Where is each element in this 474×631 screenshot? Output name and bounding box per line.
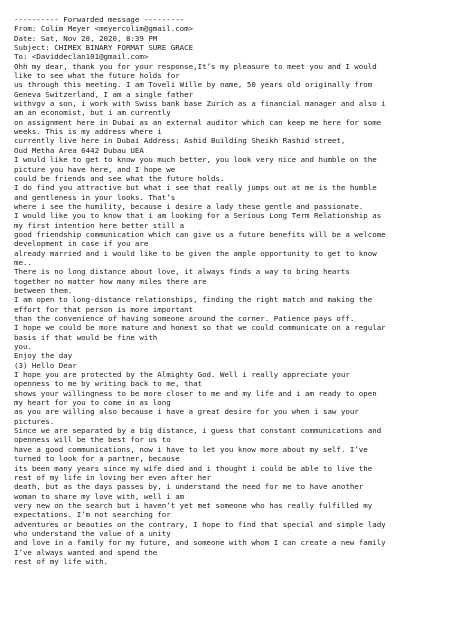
text-line: Date: Sat, Nov 28, 2020, 8:39 PM: [14, 33, 158, 43]
text-line: like to see what the future holds for: [14, 71, 180, 81]
text-line: my first intention here better still a: [14, 220, 185, 230]
text-line: withvgv a son, i work with Swiss bank base Zurich as a financial manager and also i: [14, 99, 386, 109]
text-line: turned to look for a partner, because: [14, 454, 180, 464]
text-line: already married and i would like to be given the ample opportunity to get to know: [14, 248, 377, 258]
text-line: From: Colim Meyer <meyercolim@gmail.com>: [14, 24, 194, 34]
text-line: weeks. This is my address where i: [14, 127, 162, 137]
text-line: than the convenience of having someone around the corner. Patience pays off.: [14, 314, 355, 323]
text-line: expectations. I’m not searching for: [14, 510, 171, 520]
text-line: and love in a family for my future, and someone with whom I can create a new family: [14, 538, 386, 548]
text-line: us through this meeting. I am Toveli Wille by name, 50 years old originally from: [14, 80, 373, 90]
text-line: between them.: [14, 285, 73, 295]
text-line: have a good communications, now i have to let you know more about my self. I’ve: [14, 444, 368, 454]
text-line: Geneva Switzerland, I am a single father: [14, 89, 194, 99]
text-line: openness to me by writing back to me, that: [14, 379, 203, 389]
text-line: I’ve always wanted and spend the: [14, 547, 158, 557]
text-line: rest of my life with.: [14, 556, 109, 566]
text-line: my heart for you to come in as long: [14, 398, 171, 408]
text-line: good friendship communication which can give us a future benefits will be a welcome: [14, 229, 386, 239]
text-line: shows your willingness to be more closer to me and my life and i am ready to open: [14, 388, 377, 398]
text-line: To: <Daviddeclan101@gmail.com>: [14, 52, 149, 62]
text-line: Oud Metha Area 6442 Dubau UEA: [14, 145, 144, 155]
text-line: effort for that person is more important: [14, 304, 194, 314]
text-line: I hope we could be more mature and honest so that we could communicate on a regular: [14, 323, 386, 333]
text-line: where i see the humility, because i desire a lady these gentle and passionate.: [14, 201, 364, 211]
text-line: who understand the value of a unity: [14, 528, 171, 538]
text-line: me..: [14, 257, 32, 267]
text-line: as you are willing also because i have a great desire for you when i saw your: [14, 407, 359, 417]
text-line: together no matter how many miles there are: [14, 276, 207, 286]
text-line: very new on the search but i haven’t yet met someone who has really fulfilled my: [14, 500, 373, 510]
text-line: I hope you are protected by the Almighty God. Well i really appreciate your: [14, 370, 350, 380]
text-line: picture you have here, and I hope we: [14, 164, 176, 174]
text-line: its been many years since my wife died and i thought i could be able to live the: [14, 463, 373, 473]
text-line: I would like to get to know you much better, you look very nice and humble on the: [14, 155, 377, 165]
text-line: could be friends and see what the future holds.: [14, 173, 225, 183]
text-line: I am open to long-distance relationships, finding the right match and making the: [14, 295, 373, 305]
text-line: Since we are separated by a big distance, i guess that constant communications and: [14, 426, 382, 436]
text-line: ---------- Forwarded message ---------: [14, 15, 185, 24]
text-line: Enjoy the day: [14, 351, 73, 361]
text-line: woman to share my love with, well i am: [14, 491, 185, 501]
email-text-body: [14, 15, 468, 566]
text-line: pictures.: [14, 416, 55, 426]
text-line: on assignment here in Dubai as an external auditor which can keep me here for some: [14, 117, 382, 127]
text-line: Subject: CHIMEX BINARY FORMAT SURE GRACE: [14, 43, 194, 53]
text-line: (3) Hello Dear: [14, 360, 77, 370]
text-line: you.: [14, 342, 32, 352]
text-line: development in case if you are: [14, 239, 149, 249]
text-line: I would like you to know that i am looking for a Serious Long Term Relationship as: [14, 211, 382, 221]
text-line: am an economist, but i am currently: [14, 108, 171, 118]
text-line: There is no long distance about love, it always finds a way to bring hearts: [14, 267, 350, 277]
text-line: basis if that would be fine with: [14, 332, 158, 342]
text-line: adventures or beauties on the contrary, I hope to find that special and simple lady: [14, 519, 386, 529]
text-line: Ohh my dear, thank you for your response,It’s my pleasure to meet you and I would: [14, 61, 377, 71]
text-line: death, but as the days passes by, i understand the need for me to have another: [14, 482, 364, 492]
text-line: rest of my life in loving her even after her: [14, 472, 212, 482]
text-line: I do find you attractive but what i see that really jumps out at me is the humble: [14, 183, 377, 193]
text-line: and gentleness in your looks. That’s: [14, 192, 176, 202]
text-line: currently live here in Dubai Address: Ashid Building Sheikh Rashid street,: [14, 136, 346, 146]
text-line: openness will be the best for us to: [14, 435, 171, 445]
